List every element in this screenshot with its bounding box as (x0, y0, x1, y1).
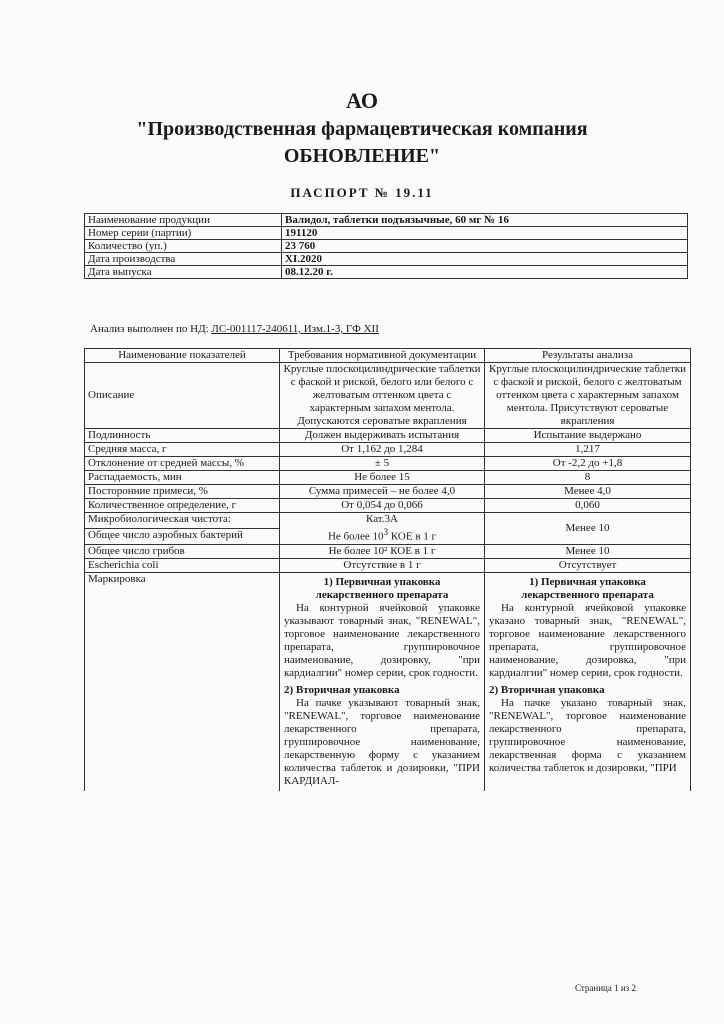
row-name: Микробиологическая чистота: (85, 513, 280, 529)
aerobic-req-exponent: 3 (383, 527, 389, 537)
info-value: Валидол, таблетки подъязычные, 60 мг № 16 (282, 214, 688, 227)
row-result: Менее 4,0 (485, 485, 691, 499)
info-label: Количество (уп.) (85, 240, 282, 253)
req-secondary-heading: 2) Вторичная упаковка (284, 683, 400, 696)
row-name: Маркировка (85, 572, 280, 791)
row-requirement (280, 513, 485, 545)
row-requirement: От 1,162 до 1,284 (280, 443, 485, 457)
info-value: XI.2020 (282, 253, 688, 266)
row-name: Посторонние примеси, % (85, 485, 280, 499)
row-requirement: Не более 10² КОЕ в 1 г (280, 544, 485, 558)
table-row (85, 572, 691, 791)
req-primary-text: На контурной ячейковой упаковке указывают товарный знак, "RENEWAL", торговое наименование лекарственного препарата, группировочное наименование, дозировку, "при кардиалгии" номер серии, срок годности. (284, 601, 480, 679)
row-requirement: Сумма примесей – не более 4,0 (280, 485, 485, 499)
row-result: Испытание выдержано (485, 429, 691, 443)
row-name: Подлинность (85, 429, 280, 443)
org-name-line2: ОБНОВЛЕНИЕ" (283, 145, 441, 167)
row-requirement: Круглые плоскоцилиндрические таблетки с фаской и риской, белого или белого с желтоватым оттенком цвета с характерным запахом ментола. Допускаются сероватые вкрапления (280, 363, 485, 429)
info-value: 191120 (282, 227, 688, 240)
info-label: Дата производства (85, 253, 282, 266)
row-name: Количественное определение, г (85, 499, 280, 513)
row-name: Общее число аэробных бактерий (85, 528, 280, 544)
micro-category: Кат.3А (366, 513, 398, 525)
row-name: Отклонение от средней массы, % (85, 457, 280, 471)
analysis-prefix: Анализ выполнен по НД: (90, 323, 209, 335)
info-value: 23 760 (282, 240, 688, 253)
info-label: Номер серии (партии) (85, 227, 282, 240)
row-result: Круглые плоскоцилиндрические таблетки с фаской и риской, белого с желтоватым оттенком цвета с характерным запахом ментола. Присутствуют сероватые вкрапления (485, 363, 691, 429)
row-result: От -2,2 до +1,8 (485, 457, 691, 471)
table-row (85, 363, 691, 429)
row-result: Менее 10 (485, 544, 691, 558)
row-requirement: От 0,054 до 0,066 (280, 499, 485, 513)
product-info-table (84, 213, 688, 279)
row-name: Средняя масса, г (85, 443, 280, 457)
row-requirement: Отсутствие в 1 г (280, 558, 485, 572)
row-result: 8 (485, 471, 691, 485)
info-row (85, 240, 688, 253)
table-row (85, 471, 691, 485)
row-name: Общее число грибов (85, 544, 280, 558)
info-row (85, 253, 688, 266)
row-name: Распадаемость, мин (85, 471, 280, 485)
aerobic-req-suffix: КОЕ в 1 г (388, 530, 437, 543)
row-requirement (280, 572, 485, 791)
header-results: Результаты анализа (485, 349, 691, 363)
table-row (85, 457, 691, 471)
req-primary-heading: 1) Первичная упаковка лекарственного препарата (315, 575, 449, 601)
res-secondary-text: На пачке указано товарный знак, "RENEWAL", торговое наименование лекарственного препарата, группировочное наименование, лекарственная форма с указанием количества таблеток и дозировки, "ПРИ (489, 696, 686, 774)
res-primary-text: На контурной ячейковой упаковке указано товарный знак, "RENEWAL", торговое наименование лекарственного препарата, группировочное наименование, дозировка, "при кардиалгии" номер серии, срок годности. (489, 601, 686, 679)
info-row (85, 214, 688, 227)
row-name: Escherichia coli (85, 558, 280, 572)
analysis-table (84, 348, 691, 791)
res-secondary-heading: 2) Вторичная упаковка (489, 683, 605, 696)
info-row (85, 266, 688, 279)
row-requirement: ± 5 (280, 457, 485, 471)
aerobic-requirement (283, 526, 481, 544)
analysis-document: ЛС-001117-240611, Изм.1-3, ГФ XII (211, 323, 379, 335)
table-row (85, 544, 691, 558)
row-result: 0,060 (485, 499, 691, 513)
info-label: Наименование продукции (85, 214, 282, 227)
row-name: Описание (85, 363, 280, 429)
header-indicator: Наименование показателей (85, 349, 280, 363)
row-result: 1,217 (485, 443, 691, 457)
table-header-row (85, 349, 691, 363)
aerobic-req-prefix: Не более 10 (327, 530, 384, 543)
info-row (85, 227, 688, 240)
req-secondary-text: На пачке указывают товарный знак, "RENEWAL", торговое наименование лекарственного препарата, группировочное наименование, лекарственную форму с указанием количества таблеток и дозировки, "ПРИ КАРДИАЛ- (284, 696, 480, 787)
table-row (85, 443, 691, 457)
row-result: Менее 10 (485, 513, 691, 545)
table-row (85, 429, 691, 443)
table-row (85, 485, 691, 499)
page-number: Страница 1 из 2 (575, 983, 636, 993)
analysis-standard-line (90, 323, 379, 335)
table-row (85, 558, 691, 572)
table-row (85, 499, 691, 513)
org-name-line1: "Производственная фармацевтическая компания (136, 118, 588, 140)
header-requirements: Требования нормативной документации (280, 349, 485, 363)
row-result: Отсутствует (485, 558, 691, 572)
row-result (485, 572, 691, 791)
table-row (85, 513, 691, 529)
info-label: Дата выпуска (85, 266, 282, 279)
row-requirement: Должен выдерживать испытания (280, 429, 485, 443)
row-requirement: Не более 15 (280, 471, 485, 485)
org-form: АО (346, 88, 378, 113)
passport-title: ПАСПОРТ № 19.11 (290, 185, 434, 200)
info-value: 08.12.20 г. (282, 266, 688, 279)
res-primary-heading: 1) Первичная упаковка лекарственного препарата (521, 575, 654, 601)
